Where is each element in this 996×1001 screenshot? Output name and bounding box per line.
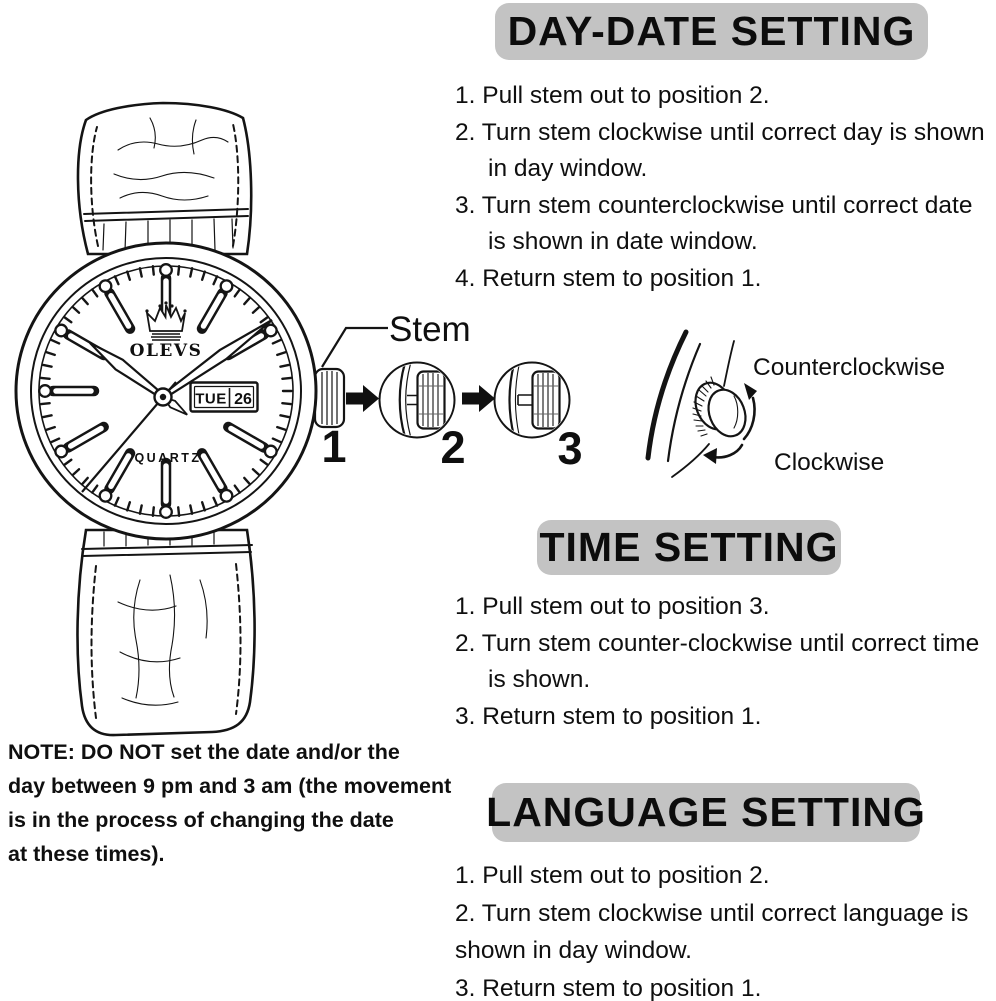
arrow-right-icon (462, 385, 495, 412)
watch-strap-bottom (77, 530, 254, 735)
instruction-line: 1. Pull stem out to position 2. (455, 862, 770, 889)
hour-marker-dot (221, 490, 233, 502)
counterclockwise-arrow-icon (744, 383, 757, 439)
movement-text: QUARTZ (134, 451, 202, 465)
hour-marker-dot (265, 446, 277, 458)
instruction-line: shown in day window. (455, 937, 692, 964)
date-window-text: 26 (234, 391, 252, 408)
instruction-line: 3. Turn stem counterclockwise until correct date (455, 191, 973, 219)
hour-marker-dot (39, 385, 51, 397)
position-3-label: 3 (557, 423, 583, 474)
hour-marker-dot (100, 280, 112, 292)
instruction-line: is shown in date window. (488, 228, 758, 255)
language-setting-heading: LANGUAGE SETTING (492, 783, 920, 842)
counterclockwise-label: Counterclockwise (753, 354, 945, 381)
day-window-text: TUE (195, 390, 227, 408)
instruction-line: is shown. (488, 666, 591, 693)
arrow-right-icon (346, 385, 379, 412)
instruction-line: is in the process of changing the date (8, 808, 394, 832)
watch-strap-top (78, 103, 251, 254)
hour-marker-dot (55, 325, 67, 337)
instruction-line: 2. Turn stem clockwise until correct day is shown (455, 118, 985, 146)
hour-marker-dot (100, 490, 112, 502)
hour-marker-dot (265, 325, 277, 337)
position-1-label: 1 (321, 421, 347, 472)
instruction-line: 1. Pull stem out to position 2. (455, 82, 770, 109)
instruction-line: 2. Turn stem clockwise until correct language is (455, 899, 969, 927)
position-2-label: 2 (440, 422, 466, 473)
instruction-line: 4. Return stem to position 1. (455, 264, 762, 292)
stem-pointer-line (322, 328, 388, 367)
instruction-line: NOTE: DO NOT set the date and/or the (8, 740, 400, 764)
clockwise-label: Clockwise (774, 449, 885, 476)
stem-label: Stem (389, 310, 471, 349)
day-date-steps (455, 78, 985, 297)
instruction-line: 3. Return stem to position 1. (455, 702, 762, 730)
hour-marker-dot (160, 264, 172, 276)
hour-marker-dot (55, 446, 67, 458)
instruction-line: 3. Return stem to position 1. (455, 974, 762, 1001)
instruction-line: day between 9 pm and 3 am (the movement (8, 774, 452, 798)
instruction-line: 1. Pull stem out to position 3. (455, 593, 770, 620)
hour-marker-dot (160, 506, 172, 518)
instruction-line: 2. Turn stem counter-clockwise until correct time (455, 629, 980, 657)
note-text (8, 735, 451, 871)
rotation-diagram (648, 332, 757, 477)
time-setting-heading: TIME SETTING (537, 520, 841, 575)
brand-text: OLEVS (129, 341, 203, 361)
instruction-line: in day window. (488, 155, 648, 182)
language-steps (455, 857, 968, 1001)
day-date-setting-heading: DAY-DATE SETTING (495, 3, 928, 60)
time-steps (455, 589, 979, 735)
hour-marker-dot (221, 280, 233, 292)
clockwise-arrow-icon (703, 445, 742, 464)
instruction-line: at these times). (8, 842, 165, 866)
